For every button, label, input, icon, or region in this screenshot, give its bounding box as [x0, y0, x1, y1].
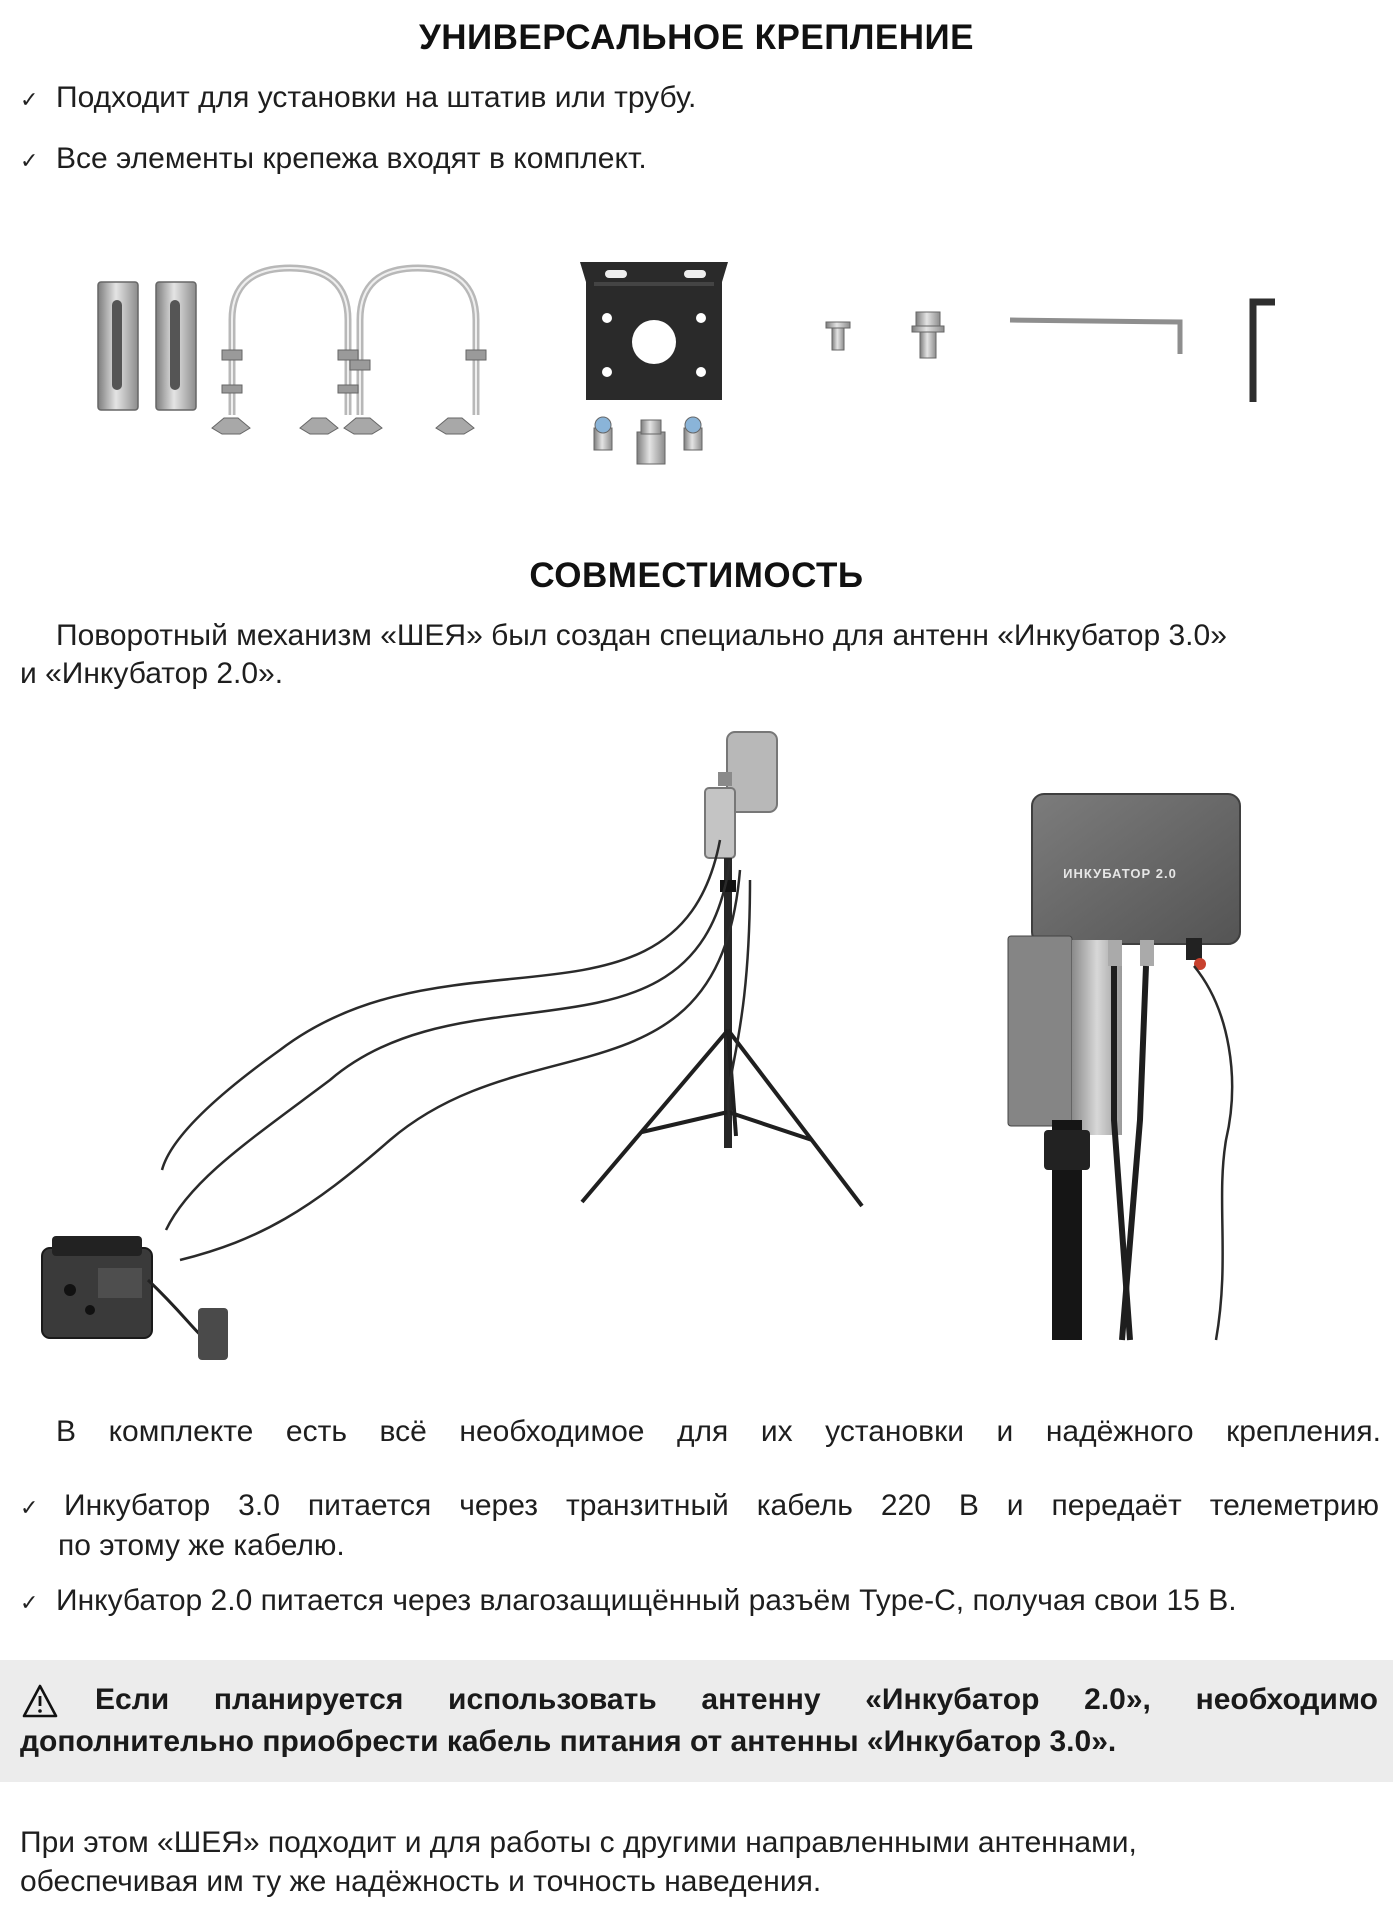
device-label: ИНКУБАТОР 2.0: [1063, 866, 1177, 881]
compat-bullet-1-line2: по этому же кабелю.: [58, 1529, 345, 1562]
wing-nut: [212, 418, 250, 434]
u-bolt-right: [360, 268, 476, 415]
mount-bullet-1: [20, 79, 696, 119]
compat-section-title: СОВМЕСТИМОСТЬ: [529, 556, 864, 595]
mount-section-title: УНИВЕРСАЛЬНОЕ КРЕПЛЕНИЕ: [418, 18, 975, 57]
device-side-module: [1008, 936, 1072, 1126]
compat-bullet-1-line1: Инкубатор 3.0 питается через транзитный кабель 220 В и передаёт телеметрию: [64, 1489, 1379, 1522]
mount-bullet-2-text: Все элементы крепежа входят в комплект.: [56, 142, 647, 175]
footer-line2: обеспечивая им ту же надёжность и точность наведения.: [20, 1865, 822, 1898]
warning-box: [0, 1660, 1393, 1782]
hex-key-long: [1010, 320, 1180, 354]
check-icon: ✓: [20, 87, 39, 112]
screw-with-washer: [916, 312, 940, 326]
hex-key-short: [1253, 302, 1275, 402]
mounting-hardware-image: [0, 250, 1393, 490]
warning-icon: [22, 1684, 58, 1718]
compat-bullet-1: [20, 1487, 1381, 1565]
compat-bullet-2-text: Инкубатор 2.0 питается через влагозащищённый разъём Type-C, получая свои 15 В.: [56, 1584, 1237, 1617]
check-icon: ✓: [20, 1590, 39, 1615]
power-adapter: [198, 1308, 228, 1360]
compat-intro-line2: и «Инкубатор 2.0».: [20, 657, 284, 690]
tripod-legs: [582, 1030, 862, 1206]
mount-bullet-2: [20, 140, 647, 180]
screw: [826, 322, 850, 328]
check-icon: ✓: [20, 1495, 39, 1520]
check-icon: ✓: [20, 148, 39, 173]
compat-kit-text: В комплекте есть всё необходимое для их установки и надёжного крепления.: [56, 1415, 1381, 1448]
compat-intro-line1: Поворотный механизм «ШЕЯ» был создан специально для антенн «Инкубатор 3.0»: [56, 619, 1227, 652]
power-cables: [162, 840, 750, 1260]
tripod-setup-image: [30, 720, 930, 1360]
compat-bullet-2: [20, 1582, 1237, 1622]
warning-line2: дополнительно приобрести кабель питания от антенны «Инкубатор 3.0».: [20, 1725, 1117, 1758]
footer-line1: При этом «ШЕЯ» подходит и для работы с другими направленными антеннами,: [20, 1826, 1137, 1859]
mount-bullet-1-text: Подходит для установки на штатив или трубу.: [56, 81, 697, 114]
u-bolt-left: [232, 268, 348, 415]
warning-line1: Если планируется использовать антенну «Инкубатор 2.0», необходимо: [95, 1683, 1378, 1716]
incubator-2-device-image: [990, 780, 1250, 1340]
